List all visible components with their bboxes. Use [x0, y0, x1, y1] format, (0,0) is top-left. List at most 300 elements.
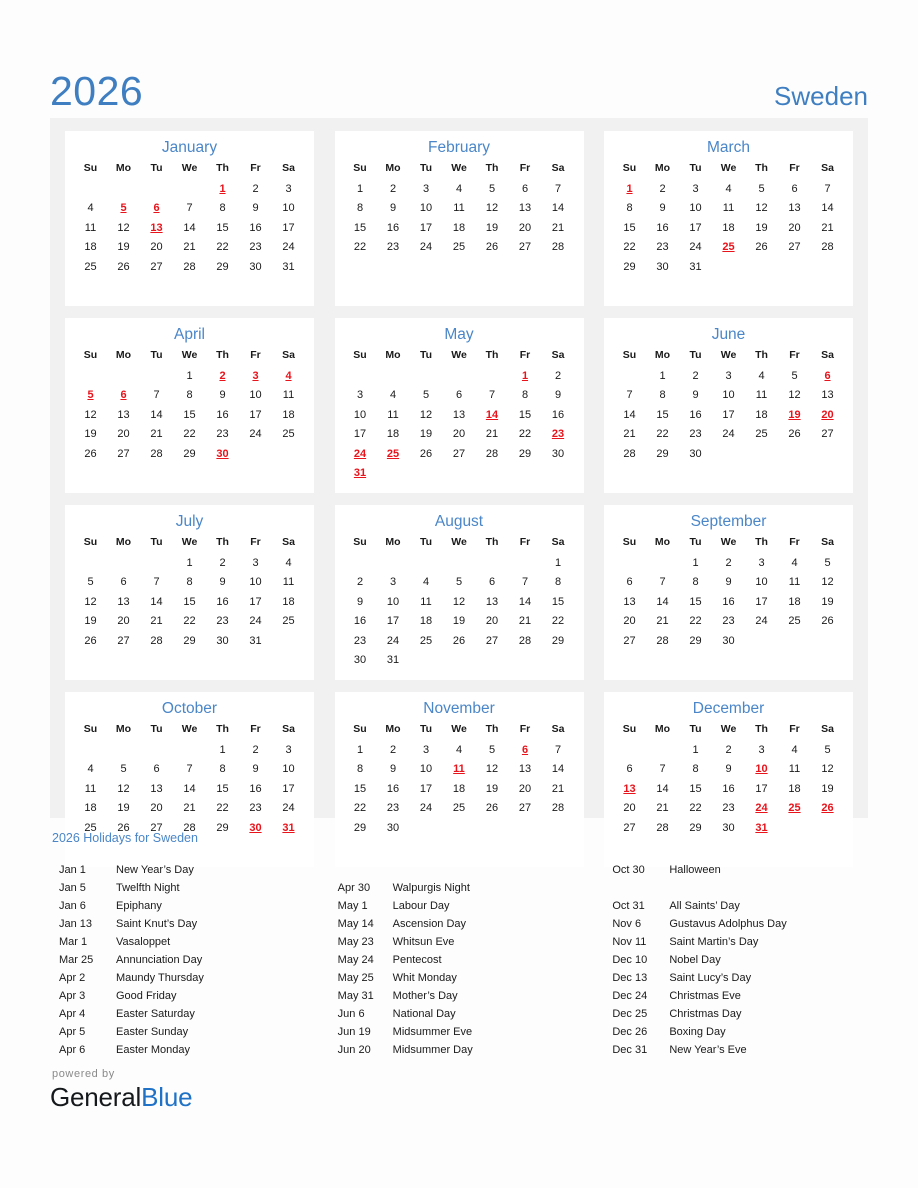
- day-cell[interactable]: 17: [419, 782, 433, 795]
- day-cell[interactable]: 20: [117, 615, 130, 628]
- day-cell[interactable]: 3: [692, 182, 699, 195]
- day-cell[interactable]: 26: [117, 260, 130, 273]
- day-cell[interactable]: 9: [725, 576, 732, 589]
- day-cell-holiday[interactable]: 2: [219, 369, 226, 382]
- day-cell[interactable]: 3: [422, 743, 430, 756]
- day-cell[interactable]: 10: [419, 202, 433, 215]
- day-cell[interactable]: 4: [389, 389, 397, 402]
- day-cell[interactable]: 8: [554, 576, 562, 589]
- day-cell[interactable]: 12: [821, 576, 834, 589]
- day-cell[interactable]: 9: [554, 389, 562, 402]
- day-cell[interactable]: 19: [485, 221, 499, 234]
- day-cell[interactable]: 5: [120, 763, 127, 776]
- day-cell[interactable]: 6: [626, 763, 633, 776]
- day-cell[interactable]: 27: [623, 821, 636, 834]
- day-cell[interactable]: 17: [386, 615, 400, 628]
- day-cell-holiday[interactable]: 31: [282, 821, 295, 834]
- day-cell[interactable]: 18: [452, 782, 466, 795]
- day-cell-holiday[interactable]: 14: [485, 408, 499, 421]
- day-cell[interactable]: 8: [356, 763, 364, 776]
- day-cell[interactable]: 13: [452, 408, 466, 421]
- day-cell[interactable]: 1: [356, 182, 364, 195]
- day-cell[interactable]: 13: [485, 595, 499, 608]
- day-cell[interactable]: 14: [656, 595, 669, 608]
- day-cell[interactable]: 28: [551, 802, 565, 815]
- day-cell[interactable]: 27: [518, 241, 532, 254]
- day-cell[interactable]: 4: [87, 202, 94, 215]
- day-cell[interactable]: 20: [623, 802, 636, 815]
- day-cell[interactable]: 18: [788, 782, 801, 795]
- day-cell[interactable]: 7: [554, 743, 562, 756]
- day-cell[interactable]: 27: [623, 634, 636, 647]
- day-cell[interactable]: 8: [186, 389, 193, 402]
- day-cell[interactable]: 27: [452, 447, 466, 460]
- day-cell[interactable]: 15: [551, 595, 565, 608]
- day-cell[interactable]: 12: [485, 763, 499, 776]
- day-cell[interactable]: 9: [252, 202, 259, 215]
- day-cell[interactable]: 28: [551, 241, 565, 254]
- day-cell[interactable]: 21: [518, 615, 532, 628]
- day-cell[interactable]: 1: [186, 369, 193, 382]
- day-cell[interactable]: 3: [252, 556, 259, 569]
- day-cell[interactable]: 25: [419, 634, 433, 647]
- day-cell[interactable]: 23: [656, 241, 669, 254]
- day-cell-holiday[interactable]: 23: [551, 428, 565, 441]
- day-cell[interactable]: 8: [692, 576, 699, 589]
- day-cell[interactable]: 10: [282, 202, 295, 215]
- day-cell[interactable]: 20: [150, 802, 163, 815]
- day-cell[interactable]: 26: [452, 634, 466, 647]
- day-cell[interactable]: 5: [455, 576, 463, 589]
- day-cell[interactable]: 21: [551, 221, 565, 234]
- day-cell[interactable]: 7: [521, 576, 529, 589]
- day-cell[interactable]: 21: [656, 802, 669, 815]
- day-cell-holiday[interactable]: 25: [722, 241, 735, 254]
- day-cell[interactable]: 23: [386, 802, 400, 815]
- day-cell-holiday[interactable]: 25: [386, 447, 400, 460]
- day-cell[interactable]: 22: [689, 802, 702, 815]
- day-cell[interactable]: 17: [249, 408, 262, 421]
- day-cell[interactable]: 24: [249, 615, 262, 628]
- day-cell[interactable]: 19: [755, 221, 768, 234]
- day-cell[interactable]: 27: [150, 260, 163, 273]
- day-cell[interactable]: 24: [249, 428, 262, 441]
- day-cell[interactable]: 12: [788, 389, 801, 402]
- day-cell[interactable]: 2: [252, 743, 259, 756]
- day-cell[interactable]: 19: [821, 782, 834, 795]
- day-cell[interactable]: 16: [386, 782, 400, 795]
- day-cell[interactable]: 1: [692, 556, 699, 569]
- day-cell[interactable]: 12: [452, 595, 466, 608]
- day-cell[interactable]: 16: [689, 408, 702, 421]
- day-cell-holiday[interactable]: 31: [755, 821, 768, 834]
- day-cell[interactable]: 10: [249, 576, 262, 589]
- day-cell[interactable]: 2: [219, 556, 226, 569]
- day-cell[interactable]: 22: [623, 241, 636, 254]
- day-cell[interactable]: 12: [821, 763, 834, 776]
- day-cell[interactable]: 7: [186, 763, 193, 776]
- day-cell[interactable]: 17: [282, 782, 295, 795]
- day-cell[interactable]: 1: [692, 743, 699, 756]
- day-cell[interactable]: 3: [422, 182, 430, 195]
- day-cell[interactable]: 29: [623, 260, 636, 273]
- day-cell[interactable]: 15: [518, 408, 532, 421]
- day-cell[interactable]: 26: [788, 428, 801, 441]
- day-cell[interactable]: 11: [788, 763, 801, 776]
- day-cell[interactable]: 28: [485, 447, 499, 460]
- day-cell[interactable]: 20: [623, 615, 636, 628]
- day-cell[interactable]: 30: [353, 654, 367, 667]
- day-cell[interactable]: 22: [656, 428, 669, 441]
- day-cell[interactable]: 18: [84, 241, 97, 254]
- day-cell[interactable]: 17: [689, 221, 702, 234]
- day-cell[interactable]: 18: [788, 595, 801, 608]
- day-cell[interactable]: 25: [282, 428, 295, 441]
- day-cell[interactable]: 21: [623, 428, 636, 441]
- day-cell[interactable]: 29: [518, 447, 532, 460]
- day-cell[interactable]: 22: [353, 241, 367, 254]
- day-cell[interactable]: 8: [626, 202, 633, 215]
- day-cell[interactable]: 30: [689, 447, 702, 460]
- day-cell[interactable]: 2: [252, 182, 259, 195]
- day-cell[interactable]: 4: [455, 182, 463, 195]
- day-cell[interactable]: 7: [659, 763, 666, 776]
- day-cell[interactable]: 17: [249, 595, 262, 608]
- day-cell[interactable]: 29: [183, 447, 196, 460]
- day-cell-holiday[interactable]: 6: [153, 202, 160, 215]
- day-cell[interactable]: 20: [788, 221, 801, 234]
- day-cell[interactable]: 13: [117, 408, 130, 421]
- day-cell[interactable]: 10: [755, 576, 768, 589]
- day-cell[interactable]: 14: [518, 595, 532, 608]
- day-cell[interactable]: 21: [656, 615, 669, 628]
- day-cell[interactable]: 22: [551, 615, 565, 628]
- day-cell[interactable]: 27: [518, 802, 532, 815]
- day-cell[interactable]: 13: [117, 595, 130, 608]
- day-cell[interactable]: 30: [722, 821, 735, 834]
- day-cell[interactable]: 4: [285, 556, 292, 569]
- day-cell[interactable]: 1: [554, 556, 562, 569]
- day-cell-holiday[interactable]: 20: [821, 408, 834, 421]
- day-cell[interactable]: 17: [722, 408, 735, 421]
- day-cell[interactable]: 23: [216, 615, 229, 628]
- day-cell[interactable]: 27: [485, 634, 499, 647]
- day-cell[interactable]: 28: [656, 821, 669, 834]
- day-cell-holiday[interactable]: 30: [249, 821, 262, 834]
- day-cell[interactable]: 19: [117, 241, 130, 254]
- day-cell-holiday[interactable]: 31: [353, 467, 367, 480]
- day-cell-holiday[interactable]: 4: [285, 369, 292, 382]
- day-cell[interactable]: 31: [282, 260, 295, 273]
- day-cell[interactable]: 12: [755, 202, 768, 215]
- day-cell[interactable]: 21: [150, 428, 163, 441]
- day-cell[interactable]: 29: [216, 260, 229, 273]
- day-cell[interactable]: 23: [249, 802, 262, 815]
- day-cell[interactable]: 2: [356, 576, 364, 589]
- day-cell[interactable]: 2: [725, 556, 732, 569]
- day-cell[interactable]: 12: [117, 782, 130, 795]
- day-cell-holiday[interactable]: 6: [824, 369, 831, 382]
- day-cell[interactable]: 21: [551, 782, 565, 795]
- day-cell[interactable]: 15: [353, 782, 367, 795]
- day-cell[interactable]: 22: [353, 802, 367, 815]
- day-cell[interactable]: 14: [551, 202, 565, 215]
- day-cell[interactable]: 4: [791, 743, 798, 756]
- day-cell[interactable]: 9: [252, 763, 259, 776]
- day-cell[interactable]: 1: [659, 369, 666, 382]
- day-cell-holiday[interactable]: 10: [755, 763, 768, 776]
- day-cell[interactable]: 5: [758, 182, 765, 195]
- day-cell[interactable]: 26: [84, 447, 97, 460]
- day-cell[interactable]: 4: [87, 763, 94, 776]
- day-cell[interactable]: 18: [84, 802, 97, 815]
- day-cell[interactable]: 7: [488, 389, 496, 402]
- day-cell[interactable]: 19: [821, 595, 834, 608]
- day-cell[interactable]: 10: [249, 389, 262, 402]
- day-cell[interactable]: 21: [183, 241, 196, 254]
- day-cell[interactable]: 3: [725, 369, 732, 382]
- day-cell[interactable]: 5: [488, 182, 496, 195]
- day-cell-holiday[interactable]: 24: [755, 802, 768, 815]
- day-cell[interactable]: 22: [518, 428, 532, 441]
- day-cell[interactable]: 18: [282, 595, 295, 608]
- day-cell[interactable]: 5: [422, 389, 430, 402]
- day-cell[interactable]: 25: [755, 428, 768, 441]
- day-cell[interactable]: 29: [656, 447, 669, 460]
- day-cell[interactable]: 23: [353, 634, 367, 647]
- day-cell[interactable]: 8: [659, 389, 666, 402]
- day-cell[interactable]: 4: [455, 743, 463, 756]
- day-cell[interactable]: 23: [689, 428, 702, 441]
- day-cell[interactable]: 24: [419, 241, 433, 254]
- day-cell[interactable]: 7: [659, 576, 666, 589]
- day-cell[interactable]: 14: [656, 782, 669, 795]
- day-cell-holiday[interactable]: 1: [626, 182, 633, 195]
- day-cell[interactable]: 8: [219, 763, 226, 776]
- day-cell[interactable]: 15: [689, 595, 702, 608]
- day-cell[interactable]: 14: [623, 408, 636, 421]
- day-cell[interactable]: 6: [626, 576, 633, 589]
- day-cell[interactable]: 19: [452, 615, 466, 628]
- day-cell[interactable]: 7: [554, 182, 562, 195]
- day-cell[interactable]: 5: [488, 743, 496, 756]
- day-cell[interactable]: 18: [419, 615, 433, 628]
- day-cell[interactable]: 2: [389, 743, 397, 756]
- day-cell-holiday[interactable]: 11: [453, 763, 465, 776]
- day-cell[interactable]: 23: [249, 241, 262, 254]
- day-cell[interactable]: 29: [216, 821, 229, 834]
- day-cell[interactable]: 12: [419, 408, 433, 421]
- day-cell[interactable]: 14: [150, 408, 163, 421]
- day-cell[interactable]: 14: [183, 221, 196, 234]
- day-cell[interactable]: 13: [821, 389, 834, 402]
- day-cell[interactable]: 27: [788, 241, 801, 254]
- day-cell[interactable]: 26: [419, 447, 433, 460]
- day-cell[interactable]: 29: [689, 821, 702, 834]
- day-cell[interactable]: 14: [821, 202, 834, 215]
- day-cell[interactable]: 20: [452, 428, 466, 441]
- day-cell[interactable]: 16: [386, 221, 400, 234]
- day-cell[interactable]: 21: [485, 428, 499, 441]
- day-cell[interactable]: 19: [419, 428, 433, 441]
- day-cell[interactable]: 22: [216, 241, 229, 254]
- day-cell-holiday[interactable]: 25: [788, 802, 801, 815]
- day-cell[interactable]: 25: [452, 241, 466, 254]
- day-cell[interactable]: 3: [758, 743, 765, 756]
- day-cell[interactable]: 18: [755, 408, 768, 421]
- day-cell[interactable]: 9: [219, 389, 226, 402]
- day-cell[interactable]: 29: [353, 821, 367, 834]
- day-cell[interactable]: 11: [282, 389, 295, 402]
- day-cell[interactable]: 27: [117, 447, 130, 460]
- day-cell[interactable]: 29: [183, 634, 196, 647]
- day-cell[interactable]: 15: [689, 782, 702, 795]
- day-cell[interactable]: 7: [626, 389, 633, 402]
- day-cell[interactable]: 11: [453, 202, 465, 215]
- day-cell[interactable]: 28: [183, 260, 196, 273]
- day-cell[interactable]: 29: [551, 634, 565, 647]
- day-cell[interactable]: 16: [216, 595, 229, 608]
- day-cell[interactable]: 5: [87, 576, 94, 589]
- day-cell[interactable]: 10: [386, 595, 400, 608]
- day-cell[interactable]: 27: [117, 634, 130, 647]
- day-cell[interactable]: 6: [791, 182, 798, 195]
- day-cell-holiday[interactable]: 13: [623, 782, 636, 795]
- day-cell[interactable]: 28: [150, 447, 163, 460]
- day-cell[interactable]: 14: [551, 763, 565, 776]
- day-cell[interactable]: 29: [689, 634, 702, 647]
- day-cell[interactable]: 22: [183, 615, 196, 628]
- day-cell[interactable]: 28: [150, 634, 163, 647]
- day-cell[interactable]: 6: [488, 576, 496, 589]
- day-cell[interactable]: 12: [117, 221, 130, 234]
- day-cell[interactable]: 2: [659, 182, 666, 195]
- day-cell[interactable]: 6: [120, 576, 127, 589]
- day-cell[interactable]: 10: [353, 408, 367, 421]
- day-cell[interactable]: 2: [554, 369, 562, 382]
- day-cell[interactable]: 16: [656, 221, 669, 234]
- day-cell[interactable]: 21: [183, 802, 196, 815]
- day-cell[interactable]: 17: [353, 428, 367, 441]
- day-cell[interactable]: 7: [824, 182, 831, 195]
- day-cell[interactable]: 1: [356, 743, 364, 756]
- day-cell[interactable]: 9: [725, 763, 732, 776]
- day-cell[interactable]: 24: [419, 802, 433, 815]
- day-cell[interactable]: 31: [689, 260, 702, 273]
- day-cell[interactable]: 30: [551, 447, 565, 460]
- day-cell[interactable]: 26: [84, 634, 97, 647]
- day-cell[interactable]: 8: [692, 763, 699, 776]
- day-cell[interactable]: 10: [419, 763, 433, 776]
- day-cell[interactable]: 14: [150, 595, 163, 608]
- day-cell[interactable]: 20: [117, 428, 130, 441]
- day-cell[interactable]: 30: [216, 634, 229, 647]
- day-cell[interactable]: 24: [386, 634, 400, 647]
- day-cell[interactable]: 28: [518, 634, 532, 647]
- day-cell[interactable]: 16: [353, 615, 367, 628]
- day-cell[interactable]: 24: [282, 241, 295, 254]
- day-cell[interactable]: 11: [788, 576, 801, 589]
- day-cell-holiday[interactable]: 6: [521, 743, 529, 756]
- day-cell[interactable]: 25: [452, 802, 466, 815]
- day-cell[interactable]: 9: [219, 576, 226, 589]
- day-cell[interactable]: 20: [150, 241, 163, 254]
- day-cell[interactable]: 22: [183, 428, 196, 441]
- day-cell[interactable]: 20: [518, 221, 532, 234]
- day-cell[interactable]: 2: [725, 743, 732, 756]
- day-cell[interactable]: 16: [551, 408, 565, 421]
- day-cell[interactable]: 11: [84, 782, 97, 795]
- day-cell[interactable]: 3: [758, 556, 765, 569]
- day-cell[interactable]: 11: [282, 576, 295, 589]
- day-cell[interactable]: 16: [216, 408, 229, 421]
- day-cell[interactable]: 7: [153, 389, 160, 402]
- day-cell[interactable]: 13: [623, 595, 636, 608]
- day-cell[interactable]: 26: [755, 241, 768, 254]
- day-cell[interactable]: 11: [755, 389, 768, 402]
- day-cell-holiday[interactable]: 1: [521, 369, 529, 382]
- day-cell[interactable]: 15: [216, 782, 229, 795]
- day-cell[interactable]: 26: [821, 615, 834, 628]
- day-cell-holiday[interactable]: 19: [788, 408, 801, 421]
- day-cell[interactable]: 13: [788, 202, 801, 215]
- day-cell[interactable]: 8: [356, 202, 364, 215]
- day-cell-holiday[interactable]: 5: [120, 202, 127, 215]
- day-cell[interactable]: 9: [356, 595, 364, 608]
- day-cell-holiday[interactable]: 24: [353, 447, 367, 460]
- day-cell[interactable]: 13: [518, 763, 532, 776]
- day-cell[interactable]: 28: [821, 241, 834, 254]
- day-cell[interactable]: 28: [183, 821, 196, 834]
- day-cell[interactable]: 9: [389, 202, 397, 215]
- day-cell[interactable]: 8: [521, 389, 529, 402]
- day-cell[interactable]: 4: [791, 556, 798, 569]
- day-cell-holiday[interactable]: 1: [219, 182, 226, 195]
- day-cell[interactable]: 21: [821, 221, 834, 234]
- day-cell[interactable]: 23: [722, 802, 735, 815]
- day-cell[interactable]: 30: [722, 634, 735, 647]
- day-cell[interactable]: 25: [84, 260, 97, 273]
- day-cell[interactable]: 23: [216, 428, 229, 441]
- day-cell[interactable]: 12: [485, 202, 499, 215]
- day-cell[interactable]: 11: [420, 595, 432, 608]
- day-cell[interactable]: 28: [623, 447, 636, 460]
- day-cell[interactable]: 12: [84, 595, 97, 608]
- day-cell[interactable]: 28: [656, 634, 669, 647]
- day-cell[interactable]: 10: [722, 389, 735, 402]
- day-cell[interactable]: 9: [659, 202, 666, 215]
- day-cell[interactable]: 1: [219, 743, 226, 756]
- day-cell[interactable]: 30: [656, 260, 669, 273]
- day-cell[interactable]: 13: [518, 202, 532, 215]
- day-cell[interactable]: 19: [84, 615, 97, 628]
- day-cell[interactable]: 8: [219, 202, 226, 215]
- day-cell[interactable]: 16: [722, 782, 735, 795]
- day-cell[interactable]: 4: [422, 576, 430, 589]
- day-cell[interactable]: 11: [722, 202, 735, 215]
- day-cell[interactable]: 25: [84, 821, 97, 834]
- day-cell[interactable]: 31: [386, 654, 400, 667]
- day-cell[interactable]: 25: [788, 615, 801, 628]
- day-cell[interactable]: 30: [249, 260, 262, 273]
- day-cell-holiday[interactable]: 5: [87, 389, 94, 402]
- day-cell[interactable]: 3: [285, 743, 292, 756]
- day-cell[interactable]: 4: [758, 369, 765, 382]
- day-cell[interactable]: 5: [791, 369, 798, 382]
- day-cell[interactable]: 24: [722, 428, 735, 441]
- day-cell-holiday[interactable]: 26: [821, 802, 834, 815]
- day-cell[interactable]: 19: [117, 802, 130, 815]
